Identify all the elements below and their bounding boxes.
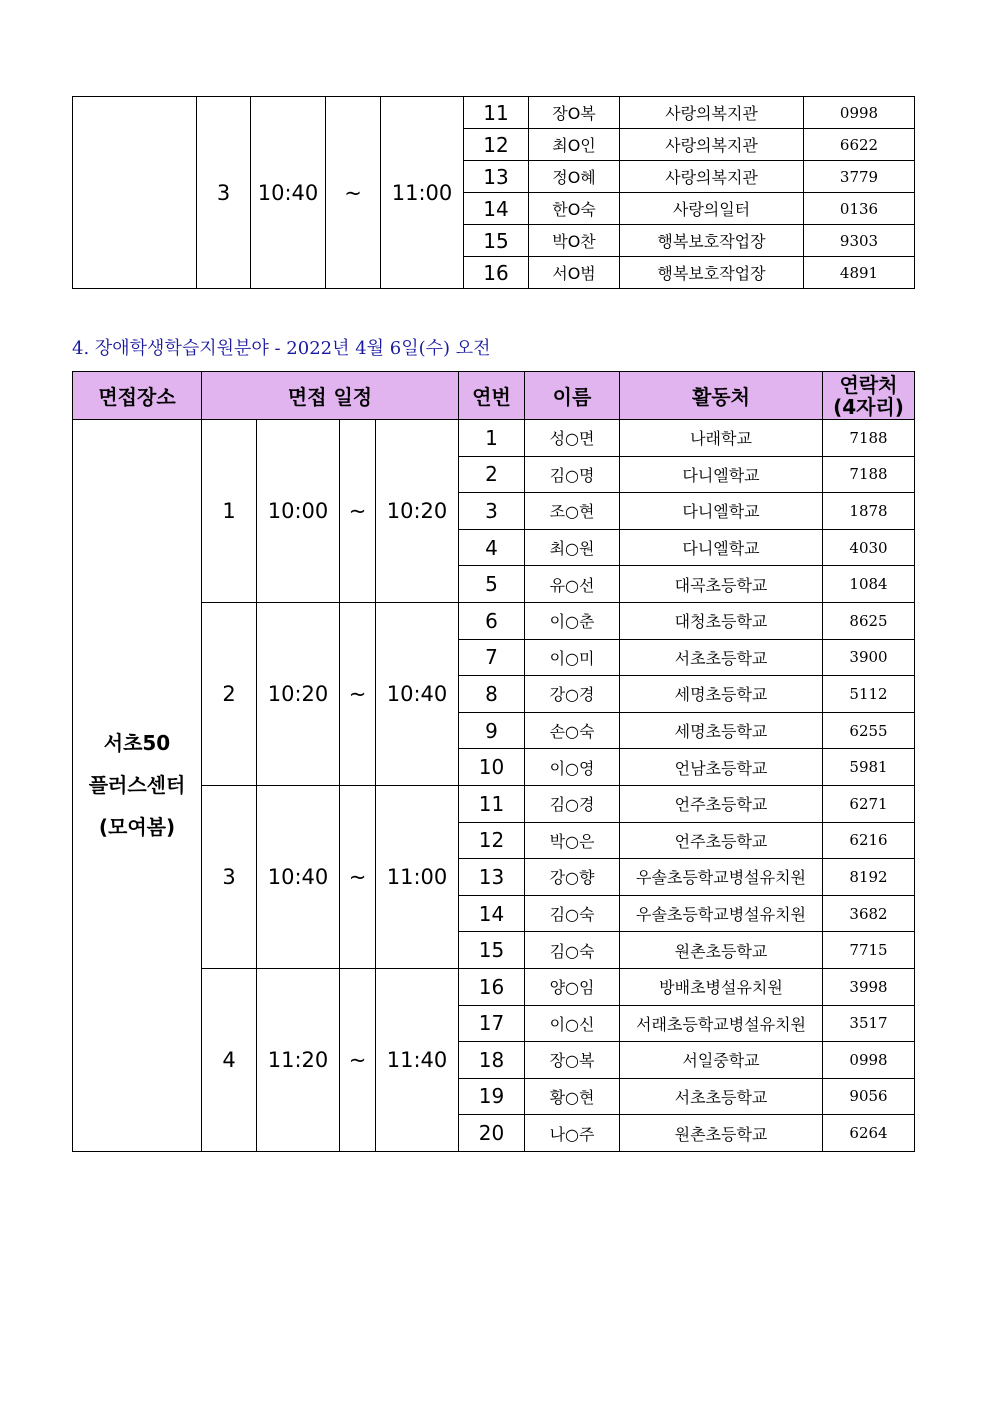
organization: 세명초등학교 [620,676,823,713]
header-phone: 연락처 (4자리) [823,372,915,420]
header-schedule: 면접 일정 [202,372,459,420]
start-time: 11:20 [257,968,340,1151]
organization: 우솔초등학교병설유치원 [620,895,823,932]
organization: 언주초등학교 [620,822,823,859]
row-number: 14 [459,895,525,932]
row-number: 15 [459,932,525,969]
applicant-name: 이○영 [525,749,620,786]
slot-number: 1 [202,420,257,603]
organization: 원촌초등학교 [620,932,823,969]
interview-schedule-table [72,371,915,1152]
header-name: 이름 [525,372,620,420]
organization: 대곡초등학교 [620,566,823,603]
slot-number: 2 [202,602,257,785]
phone-digits: 5112 [823,676,915,713]
organization: 행복보호작업장 [620,257,804,289]
applicant-name: 이○신 [525,1005,620,1042]
phone-digits: 0998 [823,1042,915,1079]
end-time: 11:40 [376,968,459,1151]
row-number: 12 [459,822,525,859]
organization: 사랑의복지관 [620,161,804,193]
time-separator: ~ [340,968,376,1151]
applicant-name: 김○숙 [525,895,620,932]
applicant-name: 김○경 [525,785,620,822]
start-time: 10:40 [257,785,340,968]
applicant-name: 김○명 [525,456,620,493]
phone-digits: 6622 [804,129,915,161]
location-line1: 서초50 [103,731,171,756]
phone-digits: 4030 [823,529,915,566]
start-time: 10:00 [257,420,340,603]
row-number: 12 [464,129,529,161]
organization: 서래초등학교병설유치원 [620,1005,823,1042]
row-number: 13 [464,161,529,193]
row-number: 9 [459,712,525,749]
row-number: 10 [459,749,525,786]
applicant-name: 정O혜 [529,161,620,193]
table-row [73,97,915,129]
applicant-name: 이○미 [525,639,620,676]
organization: 서초초등학교 [620,639,823,676]
phone-digits: 9303 [804,225,915,257]
row-number: 20 [459,1115,525,1152]
organization: 우솔초등학교병설유치원 [620,859,823,896]
location-cell-empty [73,97,197,289]
organization: 다니엘학교 [620,456,823,493]
applicant-name: 박○은 [525,822,620,859]
header-number: 연번 [459,372,525,420]
organization: 원촌초등학교 [620,1115,823,1152]
phone-digits: 1878 [823,493,915,530]
section-title: 4. 장애학생학습지원분야 - 2022년 4월 6일(수) 오전 [72,338,491,359]
applicant-name: 박O찬 [529,225,620,257]
row-number: 7 [459,639,525,676]
time-separator: ~ [340,785,376,968]
row-number: 2 [459,456,525,493]
applicant-name: 성○면 [525,420,620,457]
phone-digits: 7715 [823,932,915,969]
row-number: 16 [464,257,529,289]
organization: 다니엘학교 [620,493,823,530]
row-number: 8 [459,676,525,713]
applicant-name: 나○주 [525,1115,620,1152]
row-number: 5 [459,566,525,603]
header-organization: 활동처 [620,372,823,420]
applicant-name: 장○복 [525,1042,620,1079]
organization: 사랑의일터 [620,193,804,225]
organization: 언남초등학교 [620,749,823,786]
phone-digits: 3682 [823,895,915,932]
start-time: 10:40 [251,97,326,289]
end-time: 10:20 [376,420,459,603]
row-number: 19 [459,1078,525,1115]
row-number: 1 [459,420,525,457]
phone-digits: 8192 [823,859,915,896]
time-separator: ~ [340,602,376,785]
continued-table-body [73,97,915,289]
applicant-name: 최○원 [525,529,620,566]
organization: 서초초등학교 [620,1078,823,1115]
applicant-name: 서O범 [529,257,620,289]
phone-digits: 3517 [823,1005,915,1042]
header-location: 면접장소 [73,372,202,420]
phone-digits: 6216 [823,822,915,859]
phone-digits: 7188 [823,456,915,493]
applicant-name: 강○향 [525,859,620,896]
organization: 세명초등학교 [620,712,823,749]
phone-digits: 3779 [804,161,915,193]
applicant-name: 최O인 [529,129,620,161]
continued-schedule-table [72,96,915,289]
row-number: 3 [459,493,525,530]
applicant-name: 양○임 [525,968,620,1005]
interview-table-body [73,372,915,1152]
end-time: 11:00 [376,785,459,968]
applicant-name: 손○숙 [525,712,620,749]
organization: 나래학교 [620,420,823,457]
phone-digits: 1084 [823,566,915,603]
start-time: 10:20 [257,602,340,785]
time-separator: ~ [326,97,381,289]
row-number: 4 [459,529,525,566]
phone-digits: 0998 [804,97,915,129]
row-number: 16 [459,968,525,1005]
applicant-name: 장O복 [529,97,620,129]
slot-number: 3 [202,785,257,968]
phone-digits: 0136 [804,193,915,225]
row-number: 14 [464,193,529,225]
applicant-name: 김○숙 [525,932,620,969]
table-row [73,420,915,457]
slot-number: 3 [197,97,251,289]
row-number: 6 [459,602,525,639]
phone-digits: 7188 [823,420,915,457]
table-header-row [73,372,915,420]
organization: 사랑의복지관 [620,97,804,129]
end-time: 10:40 [376,602,459,785]
organization: 다니엘학교 [620,529,823,566]
organization: 서일중학교 [620,1042,823,1079]
phone-digits: 6255 [823,712,915,749]
location-line2: 플러스센터 [88,773,186,798]
row-number: 11 [459,785,525,822]
phone-digits: 9056 [823,1078,915,1115]
applicant-name: 강○경 [525,676,620,713]
phone-digits: 5981 [823,749,915,786]
phone-digits: 6271 [823,785,915,822]
organization: 사랑의복지관 [620,129,804,161]
row-number: 11 [464,97,529,129]
applicant-name: 황○현 [525,1078,620,1115]
location-line3: (모여봄) [98,815,176,840]
phone-digits: 4891 [804,257,915,289]
row-number: 13 [459,859,525,896]
interview-location [73,420,202,1152]
applicant-name: 이○춘 [525,602,620,639]
organization: 방배초병설유치원 [620,968,823,1005]
organization: 언주초등학교 [620,785,823,822]
end-time: 11:00 [381,97,464,289]
row-number: 18 [459,1042,525,1079]
slot-number: 4 [202,968,257,1151]
phone-digits: 3998 [823,968,915,1005]
time-separator: ~ [340,420,376,603]
organization: 행복보호작업장 [620,225,804,257]
phone-digits: 6264 [823,1115,915,1152]
applicant-name: 조○현 [525,493,620,530]
phone-digits: 8625 [823,602,915,639]
phone-digits: 3900 [823,639,915,676]
row-number: 17 [459,1005,525,1042]
organization: 대청초등학교 [620,602,823,639]
applicant-name: 한O숙 [529,193,620,225]
row-number: 15 [464,225,529,257]
applicant-name: 유○선 [525,566,620,603]
